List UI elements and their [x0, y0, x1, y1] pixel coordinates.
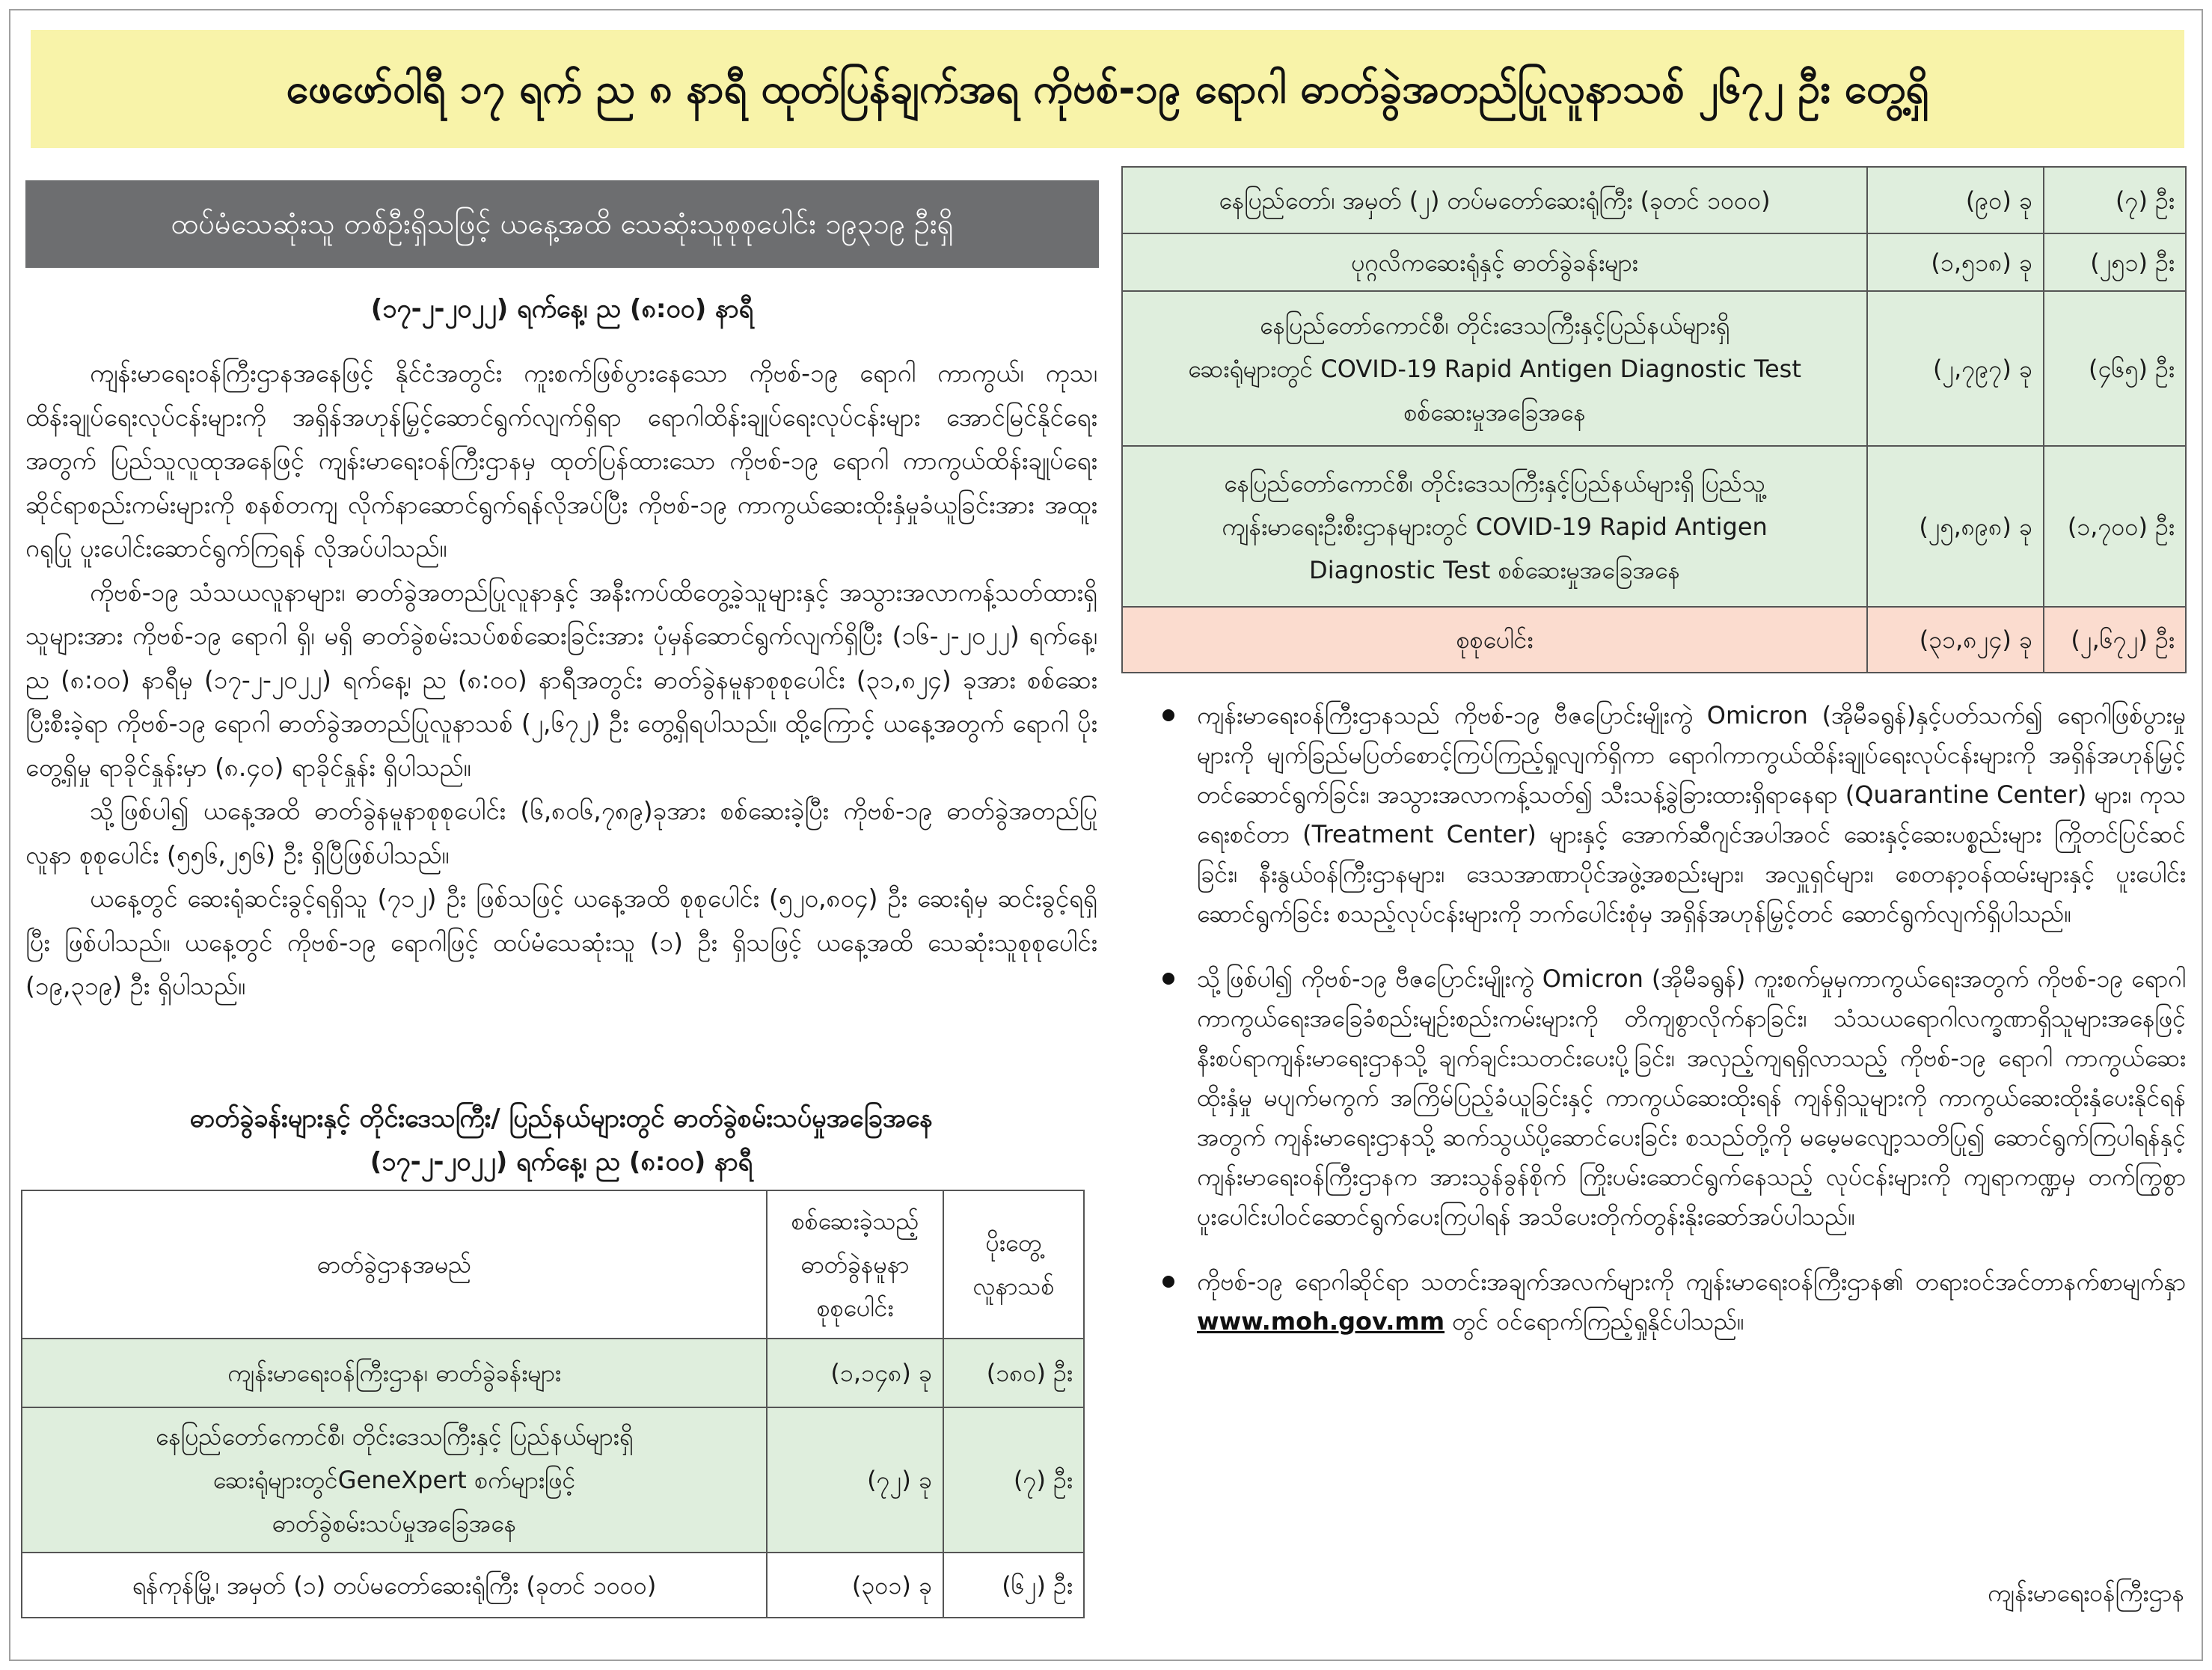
table-row [1122, 167, 2186, 233]
lab-table-left [21, 1190, 1085, 1618]
table-row [22, 1407, 1084, 1553]
issuer-signature: ကျန်းမာရေးဝန်ကြီးဌာန [1987, 1579, 2184, 1607]
lab-name-cell: ကျန်းမာရေးဝန်ကြီးဌာန၊ ဓာတ်ခွဲခန်းများ [22, 1339, 767, 1407]
positive-cell: (၂၅၁) ဦး [2044, 233, 2186, 291]
report-date: (၁၇-၂-၂၀၂၂) ရက်နေ့၊ ည (၈:၀၀) နာရီ [370, 294, 754, 324]
info-bullet [1151, 1262, 2186, 1342]
lab-name-cell: နေပြည်တော်ကောင်စီ၊ တိုင်းဒေသကြီးနှင့်ပြည်နယ်များရှိ ပြည်သူ့ ကျန်းမာရေးဦးစီးဌာနများတွင် COVID-19 Rapid Antigen Diagnostic Test စစ်ဆေးမှုအခြေအနေ [1122, 446, 1867, 607]
deaths-summary-bar [25, 180, 1099, 268]
body-paragraph: ယနေ့တွင် ဆေးရုံဆင်းခွင့်ရရှိသူ (၇၁၂) ဦး ဖြစ်သဖြင့် ယနေ့အထိ စုစုပေါင်း (၅၂၀,၈၀၄) ဦး ဆေးရုံမှ ဆင်းခွင့်ရရှိပြီး ဖြစ်ပါသည်။ ယနေ့တွင် ကိုဗစ်-၁၉ ရောဂါဖြင့် ထပ်မံသေဆုံးသူ (၁) ဦး ရှိသဖြင့် ယနေ့အထိ သေဆုံးသူစုစုပေါင်း (၁၉,၃၁၉) ဦး ရှိပါသည်။ [25, 884, 1097, 1000]
lab-name-cell: ရန်ကုန်မြို့၊ အမှတ် (၁) တပ်မတော်ဆေးရုံကြီး (ခုတင် ၁၀၀၀) [22, 1553, 767, 1618]
positive-cell: (၆၂) ဦး [943, 1553, 1084, 1618]
total-positive-cell: (၂,၆၇၂) ဦး [2044, 607, 2186, 673]
body-paragraph: သို့ဖြစ်ပါ၍ ယနေ့အထိ ဓာတ်ခွဲနမူနာစုစုပေါင်း (၆,၈၀၆,၇၈၉)ခုအား စစ်ဆေးခဲ့ပြီး ကိုဗစ်-၁၉ ဓာတ်ခွဲအတည်ပြုလူနာ စုစုပေါင်း (၅၅၆,၂၅၆) ဦး ရှိပြီဖြစ်ပါသည်။ [25, 796, 1097, 869]
bullet-dot-icon [1162, 1276, 1174, 1288]
positive-cell: (၇) ဦး [943, 1407, 1084, 1553]
testing-heading-date: (၁၇-၂-၂၀၂၂) ရက်နေ့၊ ည (၈:၀၀) နာရီ [370, 1147, 753, 1177]
table-total-row [1122, 607, 2186, 673]
headline-title: ဖေဖော်ဝါရီ ၁၇ ရက် ည ၈ နာရီ ထုတ်ပြန်ချက်အရ ကိုဗစ်-၁၉ ရောဂါ ဓာတ်ခွဲအတည်ပြုလူနာသစ် ၂၆၇၂ ဦး တွေ့ရှိ [286, 65, 1929, 112]
advisory-bullets [1151, 696, 2186, 1564]
samples-cell: (၉၀) ခု [1867, 167, 2044, 233]
bullet-dot-icon [1162, 973, 1174, 985]
samples-cell: (၇၂) ခု [767, 1407, 943, 1553]
lab-name-cell: နေပြည်တော်ကောင်စီ၊ တိုင်းဒေသကြီးနှင့် ပြည်နယ်များရှိ ဆေးရုံများတွင်GeneXpert စက်များဖြင့် ဓာတ်ခွဲစမ်းသပ်မှုအခြေအနေ [22, 1407, 767, 1553]
samples-cell: (၂၅,၈၉၈) ခု [1867, 446, 2044, 607]
lab-name-cell: နေပြည်တော်ကောင်စီ၊ တိုင်းဒေသကြီးနှင့်ပြည်နယ်များရှိ ဆေးရုံများတွင် COVID-19 Rapid Antigen Diagnostic Test စစ်ဆေးမှုအခြေအနေ [1122, 291, 1867, 446]
table-row [22, 1339, 1084, 1407]
bullet-dot-icon [1162, 709, 1174, 721]
header-positive: ပိုးတွေ့ လူနာသစ် [943, 1190, 1084, 1339]
table-header-row [22, 1190, 1084, 1339]
body-paragraph: ကိုဗစ်-၁၉ သံသယလူနာများ၊ ဓာတ်ခွဲအတည်ပြုလူနာနှင့် အနီးကပ်ထိတွေ့ခဲ့သူများနှင့် အသွားအလာကန့်သတ်ထားရှိသူများအား ကိုဗစ်-၁၉ ရောဂါ ရှိ၊ မရှိ ဓာတ်ခွဲစမ်းသပ်စစ်ဆေးခြင်းအား ပုံမှန်ဆောင်ရွက်လျက်ရှိပြီး (၁၆-၂-၂၀၂၂) ရက်နေ့၊ ည (၈:၀၀) နာရီမှ (၁၇-၂-၂၀၂၂) ရက်နေ့၊ ည (၈:၀၀) နာရီအတွင်း ဓာတ်ခွဲနမူနာစုစုပေါင်း (၃၁,၈၂၄) ခုအား စစ်ဆေးပြီးစီးခဲ့ရာ ကိုဗစ်-၁၉ ရောဂါ ဓာတ်ခွဲအတည်ပြုလူနာသစ် (၂,၆၇၂) ဦး တွေ့ရှိရပါသည်။ ထို့ကြောင့် ယနေ့အတွက် ရောဂါ ပိုးတွေ့ရှိမှု ရာခိုင်နှုန်းမှာ (၈.၄၀) ရာခိုင်နှုန်း ရှိပါသည်။ [25, 577, 1097, 782]
lab-name-cell: နေပြည်တော်၊ အမှတ် (၂) တပ်မတော်ဆေးရုံကြီး (ခုတင် ၁၀၀၀) [1122, 167, 1867, 233]
report-body [25, 352, 1097, 1089]
samples-cell: (၁,၁၄၈) ခု [767, 1339, 943, 1407]
testing-heading-title: ဓာတ်ခွဲခန်းများနှင့် တိုင်းဒေသကြီး/ ပြည်နယ်များတွင် ဓာတ်ခွဲစမ်းသပ်မှုအခြေအနေ [190, 1104, 933, 1134]
header-samples: စစ်ဆေးခဲ့သည့် ဓာတ်ခွဲနမူနာ စုစုပေါင်း [767, 1190, 943, 1339]
lab-table-right-wrap [1121, 166, 2187, 675]
total-label-cell: စုစုပေါင်း [1122, 607, 1867, 673]
positive-cell: (၁,၇၀၀) ဦး [2044, 446, 2186, 607]
advisory-bullet-text: ကျန်းမာရေးဝန်ကြီးဌာနသည် ကိုဗစ်-၁၉ ဗီဇပြောင်းမျိုးကွဲ Omicron (အိုမီခရွန်)နှင့်ပတ်သက်၍ ရောဂါဖြစ်ပွားမှုများကို မျက်ခြည်မပြတ်စောင့်ကြပ်ကြည့်ရှုလျက်ရှိကာ ရောဂါကာကွယ်ထိန်းချုပ်ရေးလုပ်ငန်းများကို အရှိန်အဟုန်မြှင့်တင်ဆောင်ရွက်ခြင်း၊ အသွားအလာကန့်သတ်၍ သီးသန့်ခွဲခြားထားရှိရာနေရာ (Quarantine Center) များ၊ ကုသရေးစင်တာ (Treatment Center) များနှင့် အောက်ဆီဂျင်အပါအဝင် ဆေးနှင့်ဆေးပစ္စည်းများ ကြိုတင်ပြင်ဆင်ခြင်း၊ နီးနွယ်ဝန်ကြီးဌာနများ၊ ဒေသအာဏာပိုင်အဖွဲ့အစည်းများ၊ အလှူရှင်များ၊ စေတနာ့ဝန်ထမ်းများနှင့် ပူးပေါင်းဆောင်ရွက်ခြင်း စသည့်လုပ်ငန်းများကို ဘက်ပေါင်းစုံမှ အရှိန်အဟုန်မြှင့်တင် ဆောင်ရွက်လျက်ရှိပါသည်။ [1197, 701, 2186, 928]
total-samples-cell: (၃၁,၈၂၄) ခု [1867, 607, 2044, 673]
table-row [1122, 233, 2186, 291]
lab-name-cell: ပုဂ္ဂလိကဆေးရုံနှင့် ဓာတ်ခွဲခန်းများ [1122, 233, 1867, 291]
lab-table-left-wrap [21, 1190, 1085, 1619]
moh-website-link[interactable]: www.moh.gov.mm [1197, 1307, 1445, 1336]
advisory-bullet [1151, 696, 2186, 934]
info-bullet-text-end: တွင် ဝင်ရောက်ကြည့်ရှုနိုင်ပါသည်။ [1444, 1307, 1744, 1336]
advisory-bullet-text: သို့ဖြစ်ပါ၍ ကိုဗစ်-၁၉ ဗီဇပြောင်းမျိုးကွဲ Omicron (အိုမီခရွန်) ကူးစက်မှုမှကာကွယ်ရေးအတွက် ကိုဗစ်-၁၉ ရောဂါ ကာကွယ်ရေးအခြေခံစည်းမျဉ်းစည်းကမ်းများကို တိကျစွာလိုက်နာခြင်း၊ သံသယရောဂါလက္ခဏာရှိသူများအနေဖြင့် နီးစပ်ရာကျန်းမာရေးဌာနသို့ ချက်ချင်းသတင်းပေးပို့ခြင်း၊ အလှည့်ကျရရှိလာသည့် ကိုဗစ်-၁၉ ရောဂါ ကာကွယ်ဆေးထိုးနှံမှု မပျက်မကွက် အကြိမ်ပြည့်ခံယူခြင်းနှင့် ကာကွယ်ဆေးထိုးရန် ကျန်ရှိသူများကို ကာကွယ်ဆေးထိုးနှံပေးနိုင်ရန်အတွက် ကျန်းမာရေးဌာနသို့ ဆက်သွယ်ပို့ဆောင်ပေးခြင်း စသည်တို့ကို မမေ့မလျော့သတိပြု၍ ဆောင်ရွက်ကြပါရန်နှင့် ကျန်းမာရေးဝန်ကြီးဌာနက အားသွန်ခွန်စိုက် ကြိုးပမ်းဆောင်ရွက်နေသည့် လုပ်ငန်းများကို ကျရာကဏ္ဍမှ တက်ကြွစွာ ပူးပေါင်းပါဝင်ဆောင်ရွက်ပေးကြပါရန် အသိပေးတိုက်တွန်းနိုးဆော်အပ်ပါသည်။ [1197, 964, 2186, 1231]
table-row [1122, 446, 2186, 607]
testing-table-heading [25, 1097, 1097, 1187]
samples-cell: (၂,၇၉၇) ခု [1867, 291, 2044, 446]
deaths-summary-text: ထပ်မံသေဆုံးသူ တစ်ဦးရှိသဖြင့် ယနေ့အထိ သေဆုံးသူစုစုပေါင်း ၁၉၃၁၉ ဦးရှိ [171, 207, 954, 240]
header-lab-name: ဓာတ်ခွဲဌာနအမည် [22, 1190, 767, 1339]
body-paragraph: ကျန်းမာရေးဝန်ကြီးဌာနအနေဖြင့် နိုင်ငံအတွင်း ကူးစက်ဖြစ်ပွားနေသော ကိုဗစ်-၁၉ ရောဂါ ကာကွယ်၊ ကုသ၊ ထိန်းချုပ်ရေးလုပ်ငန်းများကို အရှိန်အဟုန်မြှင့်ဆောင်ရွက်လျက်ရှိရာ ရောဂါထိန်းချုပ်ရေးလုပ်ငန်းများ အောင်မြင်နိုင်ရေးအတွက် ပြည်သူလူထုအနေဖြင့် ကျန်းမာရေးဝန်ကြီးဌာနမှ ထုတ်ပြန်ထားသော ကိုဗစ်-၁၉ ရောဂါ ကာကွယ်ထိန်းချုပ်ရေးဆိုင်ရာစည်းကမ်းများကို စနစ်တကျ လိုက်နာဆောင်ရွက်ရန်လိုအပ်ပြီး ကိုဗစ်-၁၉ ကာကွယ်ဆေးထိုးနှံမှုခံယူခြင်းအား အထူးဂရုပြု ပူးပေါင်းဆောင်ရွက်ကြရန် လိုအပ်ပါသည်။ [25, 358, 1097, 563]
positive-cell: (၄၆၅) ဦး [2044, 291, 2186, 446]
lab-table-right [1121, 166, 2187, 673]
advisory-bullet [1151, 959, 2186, 1237]
table-row [22, 1553, 1084, 1618]
info-bullet-text: ကိုဗစ်-၁၉ ရောဂါဆိုင်ရာ သတင်းအချက်အလက်များကို ကျန်းမာရေးဝန်ကြီးဌာန၏ တရားဝင်အင်တာနက်စာမျက်နှာ [1197, 1267, 2186, 1296]
samples-cell: (၃၀၁) ခု [767, 1553, 943, 1618]
samples-cell: (၁,၅၁၈) ခု [1867, 233, 2044, 291]
headline-banner [31, 30, 2184, 148]
table-row [1122, 291, 2186, 446]
positive-cell: (၁၈၀) ဦး [943, 1339, 1084, 1407]
positive-cell: (၇) ဦး [2044, 167, 2186, 233]
